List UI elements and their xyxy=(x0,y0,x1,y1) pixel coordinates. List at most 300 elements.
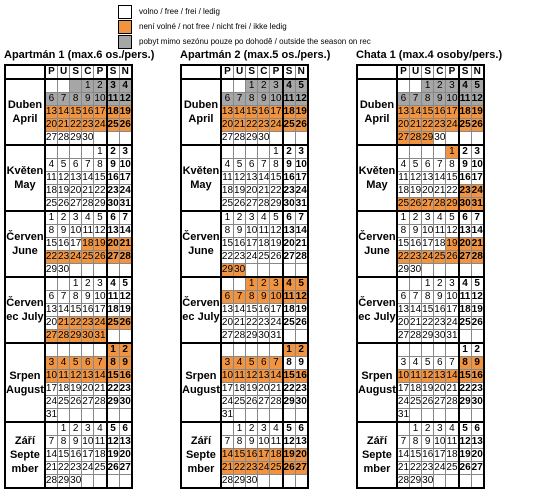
day-cell: 23 xyxy=(82,119,94,130)
month-label xyxy=(357,79,397,145)
day-cell: 4 xyxy=(283,79,296,93)
month-name-line: ec July xyxy=(358,311,396,323)
day-cell: 23 xyxy=(234,251,246,262)
day-cell: 21 xyxy=(270,383,282,394)
day-cell xyxy=(283,475,296,489)
weekday-header: S xyxy=(283,65,296,79)
day-cell: 14 xyxy=(270,370,282,381)
day-cell: 11 xyxy=(283,291,295,302)
day-cell: 20 xyxy=(82,383,94,394)
day-cell: 7 xyxy=(45,436,58,449)
day-cell: 27 xyxy=(459,251,471,262)
day-cell: 10 xyxy=(119,159,131,170)
day-cell: 17 xyxy=(422,238,434,249)
day-cell: 7 xyxy=(397,436,410,449)
day-cell: 12 xyxy=(446,225,458,236)
day-cell xyxy=(434,145,446,159)
day-cell: 15 xyxy=(94,172,106,183)
weekday-header: P xyxy=(270,65,283,79)
day-cell: 6 xyxy=(295,422,308,436)
day-cell: 30 xyxy=(107,198,119,209)
day-cell xyxy=(94,343,107,357)
day-cell: 9 xyxy=(246,436,258,449)
day-cell: 13 xyxy=(221,304,234,315)
day-cell: 30 xyxy=(295,396,307,407)
day-cell: 25 xyxy=(283,119,295,130)
day-cell: 16 xyxy=(410,238,422,249)
day-cell: 26 xyxy=(70,396,82,407)
day-cell xyxy=(471,132,484,146)
day-cell xyxy=(94,475,107,489)
day-cell: 30 xyxy=(258,330,270,341)
day-cell: 1 xyxy=(82,79,94,93)
day-cell: 7 xyxy=(434,159,446,172)
day-cell: 2 xyxy=(58,211,70,225)
day-cell: 25 xyxy=(434,251,446,262)
day-cell: 28 xyxy=(434,198,446,209)
month-name-line: June xyxy=(188,245,214,257)
day-cell: 11 xyxy=(459,291,471,302)
day-cell: 25 xyxy=(410,396,422,407)
day-cell: 21 xyxy=(258,185,270,196)
month-label xyxy=(181,422,221,488)
day-cell: 16 xyxy=(119,370,131,381)
day-cell: 26 xyxy=(422,396,434,407)
day-cell xyxy=(119,409,132,423)
day-cell: 28 xyxy=(221,475,234,486)
day-cell: 3 xyxy=(246,211,258,225)
day-cell: 9 xyxy=(283,159,296,172)
day-cell xyxy=(221,145,234,159)
day-cell: 25 xyxy=(58,396,70,407)
day-cell: 26 xyxy=(471,317,483,328)
month-grid xyxy=(4,64,133,489)
day-cell: 29 xyxy=(422,330,434,341)
day-cell: 13 xyxy=(459,225,471,236)
day-cell: 20 xyxy=(119,449,131,460)
month-name-line: August xyxy=(358,383,396,396)
day-cell: 29 xyxy=(410,475,422,486)
day-cell: 12 xyxy=(70,370,82,381)
day-cell xyxy=(397,145,410,159)
day-cell: 2 xyxy=(471,343,484,357)
day-cell: 22 xyxy=(283,383,295,394)
day-cell: 23 xyxy=(70,462,82,473)
day-cell: 18 xyxy=(459,304,471,315)
day-cell: 5 xyxy=(234,159,246,172)
day-cell: 22 xyxy=(70,119,82,130)
day-cell: 3 xyxy=(107,79,120,93)
day-cell: 21 xyxy=(410,317,422,328)
day-cell: 20 xyxy=(45,317,58,328)
day-cell: 4 xyxy=(446,422,459,436)
day-cell: 14 xyxy=(94,370,106,381)
day-cell: 27 xyxy=(221,330,234,341)
day-cell xyxy=(258,409,270,423)
day-cell xyxy=(446,264,459,278)
day-cell: 16 xyxy=(295,370,307,381)
day-cell: 9 xyxy=(258,291,270,304)
day-cell xyxy=(246,409,258,423)
day-cell: 23 xyxy=(434,119,446,130)
day-cell xyxy=(82,343,94,357)
day-cell: 27 xyxy=(397,330,410,341)
day-cell: 21 xyxy=(471,238,483,249)
day-cell xyxy=(471,475,484,489)
day-cell: 19 xyxy=(422,383,434,394)
day-cell: 28 xyxy=(234,330,246,341)
day-cell: 26 xyxy=(119,317,131,328)
day-cell xyxy=(446,343,459,357)
day-cell: 18 xyxy=(459,106,471,117)
day-cell: 2 xyxy=(295,343,308,357)
day-cell: 12 xyxy=(471,93,483,104)
day-cell: 7 xyxy=(446,357,459,370)
day-cell: 27 xyxy=(119,462,131,473)
day-cell: 31 xyxy=(94,330,106,341)
day-cell: 24 xyxy=(119,185,131,196)
day-cell: 29 xyxy=(246,330,258,341)
day-cell: 27 xyxy=(283,251,295,262)
day-cell: 8 xyxy=(45,225,58,238)
day-cell xyxy=(446,409,459,423)
day-cell: 22 xyxy=(459,383,471,394)
day-cell xyxy=(410,145,422,159)
day-cell: 28 xyxy=(471,251,483,262)
day-cell: 28 xyxy=(234,132,246,143)
weekday-header: U xyxy=(234,65,246,79)
day-cell: 20 xyxy=(70,185,82,196)
day-cell: 7 xyxy=(58,291,70,304)
day-cell xyxy=(410,409,422,423)
day-cell: 23 xyxy=(119,383,131,394)
day-cell: 14 xyxy=(397,449,410,460)
day-cell: 1 xyxy=(234,422,246,436)
day-cell: 18 xyxy=(283,304,295,315)
day-cell xyxy=(107,475,120,489)
day-cell: 4 xyxy=(119,79,132,93)
day-cell xyxy=(221,277,234,291)
day-cell: 15 xyxy=(221,238,234,249)
day-cell: 13 xyxy=(107,225,119,236)
day-cell: 1 xyxy=(270,145,283,159)
day-cell: 3 xyxy=(70,211,82,225)
day-cell: 12 xyxy=(270,225,282,236)
day-cell: 19 xyxy=(246,383,258,394)
day-cell: 5 xyxy=(295,79,308,93)
day-cell: 3 xyxy=(397,357,410,370)
day-cell: 18 xyxy=(434,238,446,249)
day-cell: 23 xyxy=(471,383,483,394)
month-name-line: April xyxy=(364,113,390,125)
day-cell: 16 xyxy=(258,106,270,117)
day-cell xyxy=(70,264,82,278)
day-cell xyxy=(459,330,472,344)
day-cell: 27 xyxy=(397,132,410,143)
day-cell: 6 xyxy=(422,159,434,172)
day-cell: 17 xyxy=(434,449,446,460)
day-cell: 29 xyxy=(94,198,106,209)
day-cell xyxy=(459,264,472,278)
day-cell: 9 xyxy=(410,225,422,238)
day-cell: 20 xyxy=(283,238,295,249)
month-label xyxy=(357,211,397,277)
day-cell: 24 xyxy=(45,396,58,407)
day-cell: 26 xyxy=(58,198,70,209)
day-cell: 14 xyxy=(471,225,483,236)
day-cell: 4 xyxy=(45,159,58,172)
weekday-header: S xyxy=(70,65,82,79)
day-cell: 2 xyxy=(459,145,472,159)
day-cell: 13 xyxy=(45,106,58,117)
day-cell: 10 xyxy=(446,291,458,302)
day-cell: 25 xyxy=(446,462,458,473)
day-cell: 2 xyxy=(70,422,82,436)
day-cell: 7 xyxy=(270,357,283,370)
day-cell: 29 xyxy=(446,198,458,209)
day-cell: 14 xyxy=(234,304,246,315)
day-cell: 2 xyxy=(258,277,270,291)
day-cell: 9 xyxy=(434,291,446,304)
day-cell xyxy=(58,145,70,159)
day-cell: 14 xyxy=(234,106,246,117)
day-cell: 6 xyxy=(258,357,270,370)
day-cell: 1 xyxy=(58,422,70,436)
legend-label: není volné / not free / nicht frei / ikke ledig xyxy=(139,22,287,31)
day-cell: 21 xyxy=(119,238,131,249)
day-cell: 1 xyxy=(397,211,410,225)
month-name-line: Duben xyxy=(7,99,43,111)
month-name-line: Červen xyxy=(182,231,220,243)
day-cell: 6 xyxy=(221,291,234,304)
day-cell: 1 xyxy=(107,343,120,357)
month-name-line: June xyxy=(364,245,390,257)
day-cell xyxy=(82,145,94,159)
day-cell xyxy=(283,409,296,423)
day-cell: 8 xyxy=(107,357,120,370)
day-cell: 20 xyxy=(422,185,434,196)
day-cell: 19 xyxy=(58,185,70,196)
month-label xyxy=(5,422,45,488)
day-cell: 15 xyxy=(397,238,410,249)
day-cell: 23 xyxy=(246,462,258,473)
day-cell: 29 xyxy=(283,396,295,407)
day-cell: 9 xyxy=(459,159,472,172)
day-cell: 1 xyxy=(283,343,296,357)
day-cell xyxy=(459,132,472,146)
day-cell: 10 xyxy=(295,159,307,170)
day-cell: 29 xyxy=(246,132,258,143)
day-cell: 2 xyxy=(434,277,446,291)
day-cell: 8 xyxy=(410,436,422,449)
day-cell: 28 xyxy=(82,198,94,209)
weekday-header: P xyxy=(94,65,107,79)
day-cell: 30 xyxy=(459,198,471,209)
day-cell: 21 xyxy=(397,462,410,473)
day-cell: 5 xyxy=(70,357,82,370)
day-cell: 18 xyxy=(45,185,58,196)
day-cell: 25 xyxy=(459,317,471,328)
day-cell: 9 xyxy=(295,357,308,370)
day-cell: 7 xyxy=(221,436,234,449)
day-cell: 7 xyxy=(119,211,132,225)
month-name-line: April xyxy=(188,113,214,125)
day-cell: 27 xyxy=(82,396,94,407)
day-cell: 12 xyxy=(295,291,307,302)
day-cell: 6 xyxy=(459,211,472,225)
day-cell: 30 xyxy=(434,132,446,143)
day-cell: 15 xyxy=(70,106,82,117)
day-cell: 2 xyxy=(410,211,422,225)
day-cell xyxy=(283,132,296,146)
day-cell: 8 xyxy=(246,291,258,304)
day-cell: 7 xyxy=(410,93,422,106)
day-cell: 4 xyxy=(270,422,283,436)
day-cell: 6 xyxy=(45,93,58,106)
day-cell: 6 xyxy=(246,159,258,172)
day-cell: 12 xyxy=(94,225,106,236)
day-cell: 23 xyxy=(459,185,471,196)
day-cell: 17 xyxy=(270,304,282,315)
day-cell: 26 xyxy=(410,198,422,209)
day-cell: 5 xyxy=(446,211,459,225)
day-cell: 11 xyxy=(46,172,57,183)
day-cell xyxy=(422,264,434,278)
day-cell: 17 xyxy=(119,172,131,183)
day-cell: 22 xyxy=(45,251,58,262)
day-cell: 18 xyxy=(270,449,282,460)
day-cell: 2 xyxy=(119,343,132,357)
month-name-line: May xyxy=(366,179,388,191)
day-cell: 12 xyxy=(234,172,246,183)
day-cell: 17 xyxy=(295,172,307,183)
month-label xyxy=(5,79,45,145)
day-cell: 13 xyxy=(295,436,307,447)
day-cell: 9 xyxy=(434,93,446,106)
day-cell: 1 xyxy=(221,211,234,225)
day-cell: 13 xyxy=(471,436,483,447)
day-cell: 8 xyxy=(234,436,246,449)
day-cell: 29 xyxy=(70,132,82,143)
day-cell: 13 xyxy=(397,106,410,117)
day-cell: 29 xyxy=(221,264,234,275)
day-cell: 17 xyxy=(94,304,106,315)
day-cell: 9 xyxy=(82,291,94,304)
day-cell: 19 xyxy=(283,449,295,460)
legend-swatch xyxy=(118,20,132,34)
day-cell: 30 xyxy=(234,264,246,275)
day-cell: 12 xyxy=(119,291,131,302)
day-cell: 2 xyxy=(258,79,270,93)
month-label xyxy=(357,277,397,343)
day-cell: 6 xyxy=(70,159,82,172)
day-cell xyxy=(283,330,296,344)
day-cell xyxy=(258,264,270,278)
day-cell: 5 xyxy=(471,79,484,93)
day-cell: 1 xyxy=(459,343,472,357)
day-cell: 24 xyxy=(397,396,410,407)
day-cell: 10 xyxy=(471,159,483,170)
day-cell: 25 xyxy=(234,396,246,407)
day-cell xyxy=(82,264,94,278)
day-cell xyxy=(94,264,107,278)
day-cell: 13 xyxy=(283,225,295,236)
day-cell xyxy=(471,330,484,344)
day-cell: 2 xyxy=(246,422,258,436)
day-cell: 18 xyxy=(446,449,458,460)
day-cell: 11 xyxy=(459,93,471,104)
month-name-line: Septe xyxy=(185,449,216,461)
day-cell: 10 xyxy=(397,370,410,381)
day-cell: 1 xyxy=(446,145,459,159)
day-cell xyxy=(119,475,132,489)
day-cell: 16 xyxy=(258,304,270,315)
day-cell: 14 xyxy=(295,225,307,236)
day-cell: 21 xyxy=(234,317,246,328)
day-cell xyxy=(295,475,308,489)
day-cell: 30 xyxy=(70,475,82,486)
day-cell: 25 xyxy=(94,462,106,473)
month-name-line: Září xyxy=(366,435,388,447)
weekday-header: Č xyxy=(434,65,446,79)
day-cell: 13 xyxy=(258,370,270,381)
day-cell xyxy=(107,132,120,146)
month-grid xyxy=(180,64,309,489)
day-cell: 29 xyxy=(397,264,410,275)
day-cell: 4 xyxy=(258,211,270,225)
day-cell xyxy=(234,409,246,423)
day-cell: 19 xyxy=(94,238,106,249)
day-cell xyxy=(58,409,70,423)
day-cell: 22 xyxy=(422,317,434,328)
corner-cell xyxy=(181,65,221,79)
day-cell: 18 xyxy=(397,185,410,196)
day-cell: 29 xyxy=(459,396,471,407)
day-cell: 30 xyxy=(246,475,258,486)
day-cell: 3 xyxy=(446,277,459,291)
day-cell: 10 xyxy=(82,436,94,447)
day-cell: 15 xyxy=(246,106,258,117)
day-cell: 22 xyxy=(221,251,234,262)
day-cell: 25 xyxy=(397,198,410,209)
day-cell: 26 xyxy=(94,251,106,262)
day-cell: 14 xyxy=(58,304,70,315)
day-cell: 11 xyxy=(434,225,446,236)
day-cell xyxy=(397,422,410,436)
day-cell: 26 xyxy=(246,396,258,407)
day-cell: 15 xyxy=(270,172,282,183)
day-cell: 4 xyxy=(94,422,107,436)
day-cell xyxy=(270,409,283,423)
day-cell: 20 xyxy=(471,449,483,460)
day-cell: 11 xyxy=(283,93,295,104)
day-cell: 27 xyxy=(246,198,258,209)
day-cell: 1 xyxy=(70,277,82,291)
day-cell xyxy=(234,343,246,357)
day-cell: 7 xyxy=(82,159,94,172)
day-cell: 15 xyxy=(410,449,422,460)
day-cell: 12 xyxy=(283,436,295,447)
day-cell xyxy=(94,132,107,146)
day-cell xyxy=(221,343,234,357)
day-cell: 10 xyxy=(270,93,282,104)
day-cell: 5 xyxy=(283,422,296,436)
day-cell: 6 xyxy=(397,291,410,304)
day-cell: 21 xyxy=(295,238,307,249)
day-cell xyxy=(94,409,107,423)
day-cell: 23 xyxy=(82,317,94,328)
day-cell: 13 xyxy=(82,370,94,381)
